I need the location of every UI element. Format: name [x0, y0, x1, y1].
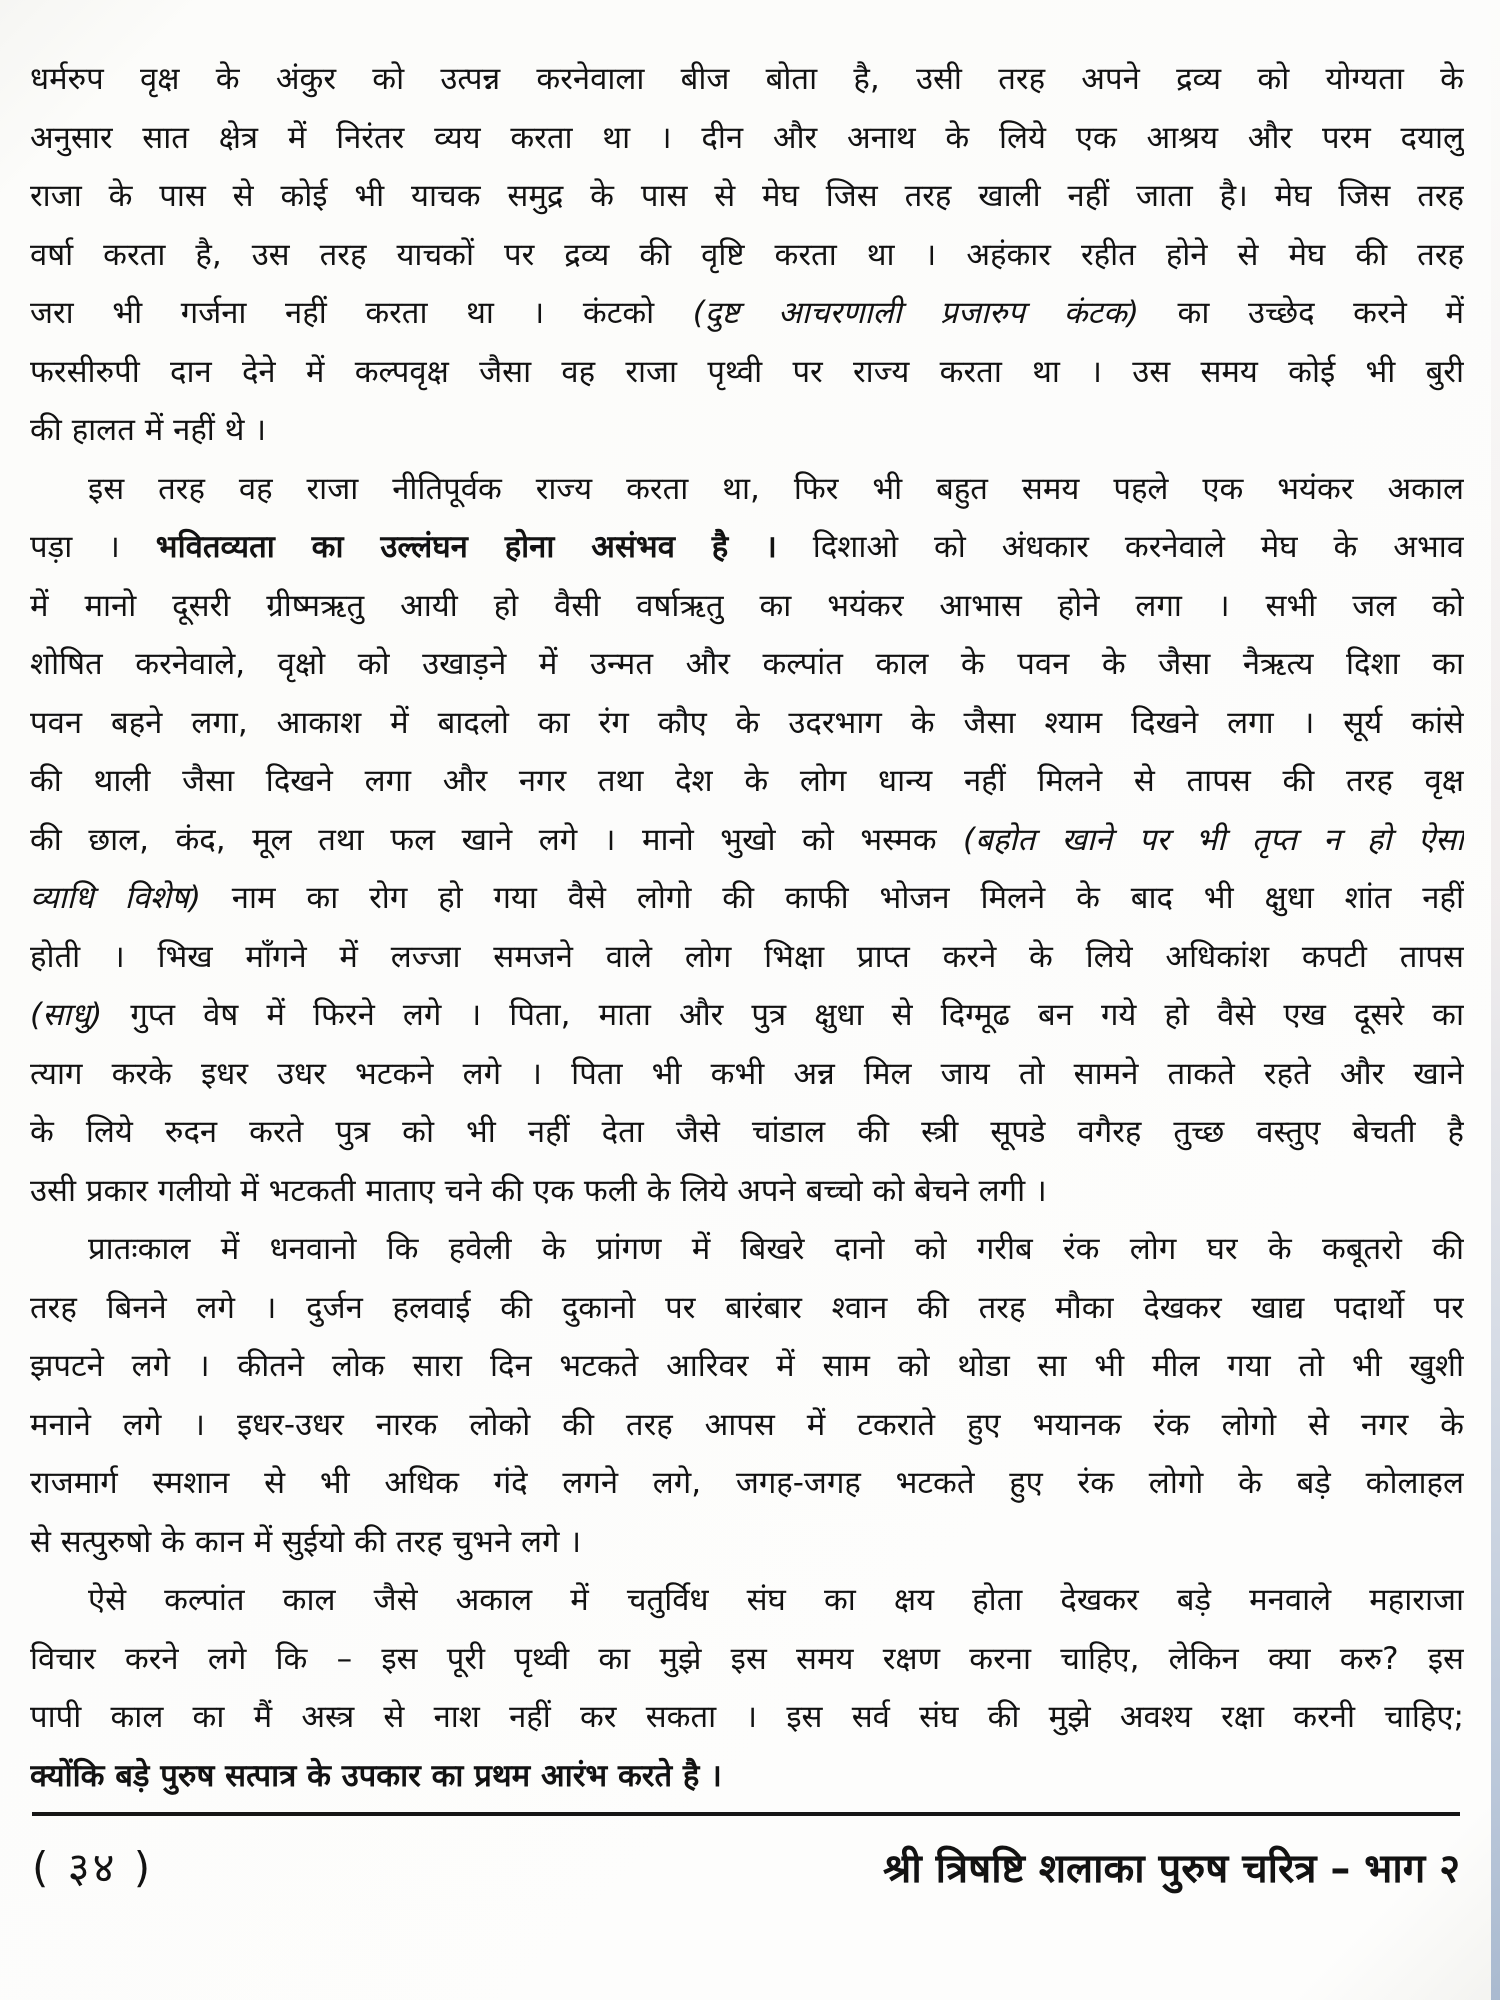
text-line: [30, 694, 1464, 753]
text-segment: अनुसार सात क्षेत्र में निरंतर व्यय करता था । दीन और अनाथ के लिये एक आश्रय और परम दयालु: [30, 119, 1464, 156]
text-line: [30, 1747, 1464, 1806]
text-segment: में मानो दूसरी ग्रीष्मऋतु आयी हो वैसी वर्षाऋतु का भयंकर आभास होने लगा । सभी जल को: [30, 587, 1464, 624]
text-line: [30, 226, 1464, 285]
bold-text-segment: क्योंकि बड़े पुरुष सत्पात्र के उपकार का प्रथम आरंभ करते है ।: [30, 1757, 722, 1794]
italic-text-segment: व्याधि विशेष): [30, 880, 201, 916]
text-segment: की थाली जैसा दिखने लगा और नगर तथा देश के लोग धान्य नहीं मिलने से तापस की तरह वृक्ष: [30, 763, 1464, 799]
text-line: [30, 1337, 1464, 1396]
text-line: [30, 518, 1464, 577]
text-line: [30, 1103, 1464, 1162]
text-line: [30, 50, 1464, 109]
text-line: [30, 752, 1464, 811]
text-line: [30, 1513, 1464, 1572]
text-segment: पड़ा ।: [30, 529, 156, 565]
text-segment: प्रातःकाल में धनवानो कि हवेली के प्रांगण में बिखरे दानो को गरीब रंक लोग घर के कबूतरो की: [88, 1231, 1464, 1267]
text-segment: से सत्पुरुषो के कान में सुईयो की तरह चुभने लगे ।: [30, 1523, 582, 1560]
text-line: [30, 1396, 1464, 1455]
text-line: [30, 284, 1464, 343]
book-title: श्री त्रिषष्टि शलाका पुरुष चरित्र – भाग २: [883, 1846, 1460, 1892]
text-segment: गुप्त वेष में फिरने लगे । पिता, माता और पुत्र क्षुधा से दिग्मूढ बन गये हो वैसे एख दूसरे का: [102, 997, 1464, 1033]
text-line: [30, 460, 1464, 519]
text-segment: दिशाओ को अंधकार करनेवाले मेघ के अभाव: [776, 529, 1464, 565]
text-segment: धर्मरुप वृक्ष के अंकुर को उत्पन्न करनेवाला बीज बोता है, उसी तरह अपने द्रव्य को योग्यता के: [30, 61, 1464, 97]
text-line: [30, 109, 1464, 168]
text-line: [30, 635, 1464, 694]
italic-text-segment: (दुष्ट आचरणाली प्रजारुप कंटक): [692, 295, 1139, 331]
text-line: [30, 577, 1464, 636]
text-segment: राजमार्ग स्मशान से भी अधिक गंदे लगने लगे, जगह-जगह भटकते हुए रंक लोगो के बड़े कोलाहल: [30, 1465, 1464, 1501]
text-line: [30, 1045, 1464, 1104]
text-segment: पापी काल का मैं अस्त्र से नाश नहीं कर सकता । इस सर्व संघ की मुझे अवश्य रक्षा करनी चाहिए;: [30, 1699, 1464, 1735]
text-line: [30, 869, 1464, 928]
text-segment: विचार करने लगे कि – इस पूरी पृथ्वी का मुझे इस समय रक्षण करना चाहिए, लेकिन क्या करु? इस: [30, 1640, 1464, 1677]
text-segment: तरह बिनने लगे । दुर्जन हलवाई की दुकानो पर बारंबार श्वान की तरह मौका देखकर खाद्य पदार्थो पर: [30, 1289, 1464, 1326]
text-line: [30, 1220, 1464, 1279]
text-segment: ऐसे कल्पांत काल जैसे अकाल में चतुर्विध संघ का क्षय होता देखकर बड़े मनवाले महाराजा: [88, 1582, 1464, 1618]
text-line: [30, 1630, 1464, 1689]
text-segment: त्याग करके इधर उधर भटकने लगे । पिता भी कभी अन्न मिल जाय तो सामने ताकते रहते और खाने: [30, 1055, 1464, 1092]
text-segment: मनाने लगे । इधर-उधर नारक लोको की तरह आपस में टकराते हुए भयानक रंक लोगो से नगर के: [30, 1406, 1464, 1443]
text-segment: शोषित करनेवाले, वृक्षो को उखाड़ने में उन्मत और कल्पांत काल के पवन के जैसा नैऋत्य दिशा का: [30, 646, 1464, 682]
italic-text-segment: (साधु): [30, 997, 103, 1033]
text-segment: होती । भिख माँगने में लज्जा समजने वाले लोग भिक्षा प्राप्त करने के लिये अधिकांश कपटी तापस: [30, 938, 1464, 975]
text-segment: की हालत में नहीं थे ।: [30, 412, 267, 448]
text-segment: झपटने लगे । कीतने लोक सारा दिन भटकते आरिवर में साम को थोडा सा भी मील गया तो भी खुशी: [30, 1348, 1464, 1384]
text-segment: इस तरह वह राजा नीतिपूर्वक राज्य करता था, फिर भी बहुत समय पहले एक भयंकर अकाल: [88, 470, 1464, 507]
text-line: [30, 1571, 1464, 1630]
text-line: [30, 811, 1464, 870]
text-line: [30, 167, 1464, 226]
text-line: [30, 986, 1464, 1045]
text-line: [30, 1279, 1464, 1338]
footer-divider: [32, 1812, 1460, 1816]
text-line: [30, 1162, 1464, 1221]
scan-edge-artifact: [1491, 0, 1500, 2000]
text-segment: के लिये रुदन करते पुत्र को भी नहीं देता जैसे चांडाल की स्त्री सूपडे वगैरह तुच्छ वस्तुए बेचती है: [30, 1114, 1464, 1150]
body-text: [30, 50, 1464, 1805]
text-line: [30, 928, 1464, 987]
text-line: [30, 1454, 1464, 1513]
text-segment: वर्षा करता है, उस तरह याचकों पर द्रव्य की वृष्टि करता था । अहंकार रहीत होने से मेघ की तरह: [30, 236, 1464, 273]
text-line: [30, 401, 1464, 460]
text-line: [30, 343, 1464, 402]
italic-text-segment: (बहोत खाने पर भी तृप्त न हो ऐसा: [963, 821, 1464, 858]
page-footer: [32, 1838, 1460, 1895]
text-segment: का उच्छेद करने में: [1138, 295, 1464, 331]
text-line: [30, 1688, 1464, 1747]
text-segment: फरसीरुपी दान देने में कल्पवृक्ष जैसा वह राजा पृथ्वी पर राज्य करता था । उस समय कोई भी बुरी: [30, 353, 1464, 390]
text-segment: की छाल, कंद, मूल तथा फल खाने लगे । मानो भुखो को भस्मक: [30, 821, 964, 858]
text-segment: राजा के पास से कोई भी याचक समुद्र के पास से मेघ जिस तरह खाली नहीं जाता है। मेघ जिस तरह: [30, 178, 1464, 214]
page-number: ( ३४ ): [32, 1843, 154, 1892]
text-segment: जरा भी गर्जना नहीं करता था । कंटको: [30, 295, 693, 331]
bold-text-segment: भवितव्यता का उल्लंघन होना असंभव है ।: [155, 529, 777, 565]
text-segment: नाम का रोग हो गया वैसे लोगो की काफी भोजन मिलने के बाद भी क्षुधा शांत नहीं: [200, 880, 1464, 916]
text-segment: उसी प्रकार गलीयो में भटकती माताए चने की एक फली के लिये अपने बच्चो को बेचने लगी ।: [30, 1172, 1047, 1209]
text-segment: पवन बहने लगा, आकाश में बादलो का रंग कौए के उदरभाग के जैसा श्याम दिखने लगा । सूर्य कांसे: [30, 704, 1464, 741]
